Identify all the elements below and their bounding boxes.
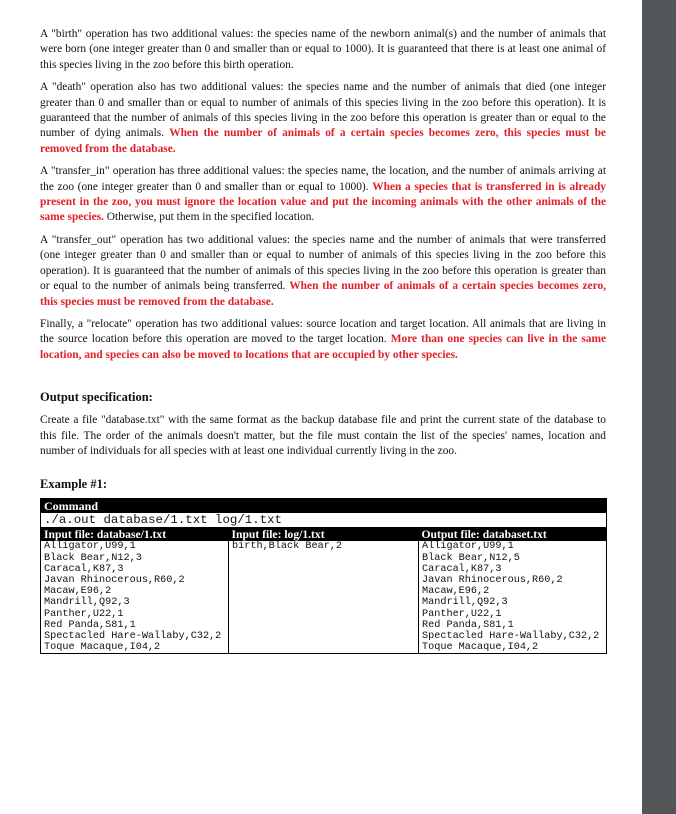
output-db-content: [419, 541, 607, 654]
output-section: [40, 390, 606, 459]
list-item: Mandrill,Q92,3: [422, 597, 508, 609]
list-item: Alligator,U99,1: [422, 541, 514, 553]
death-paragraph: A "death" operation also has two additional values: the species name and the number of animals that died (one integer greater than 0 and smaller than or equal to number of animals of this species living in the zoo before this operation). It is guaranteed that the number of animals of this species living in the zoo before this operation is greater than or equal to the number of dying animals. When the number of animals of a certain species becomes zero, this species must be removed from the database.: [40, 81, 606, 155]
output-db-header: Output file: databaset.txt: [419, 528, 607, 542]
command-header: Command: [41, 499, 607, 514]
example-section: [40, 477, 606, 654]
command-line: ./a.out database/1.txt log/1.txt: [41, 513, 607, 528]
relocate-paragraph: Finally, a "relocate" operation has two additional values: source location and target location. All animals that are living in the source location before this operation are moved to the target location. More than one species can live in the same location, and species can also be moved to locations that are occupied by other species.: [40, 317, 607, 361]
output-heading: Output specification:: [40, 390, 153, 405]
example-table: [40, 498, 607, 654]
list-item: Caracal,K87,3: [422, 563, 502, 575]
birth-paragraph: A "birth" operation has two additional values: the species name of the newborn animal(s) and the number of animals that were born (one integer greater than 0 and smaller than or equal to 1000). It is guaranteed that there is at least one animal of this species living in the zoo before this birth operation.: [40, 28, 606, 71]
transfer-out-paragraph: A "transfer_out" operation has two additional values: the species name and the number of animals that were transferred (one integer greater than 0 and smaller than or equal to number of animals of this species living in the zoo before this operation). It is guaranteed that the number of animals of this species living in the zoo before this operation is greater than or equal to the number of animals being transferred. When the number of animals of a certain species becomes zero, this species must be removed from the database.: [40, 233, 606, 308]
death-highlight: When the number of animals of a certain species becomes zero, this species must be removed from the database.: [40, 127, 606, 155]
example-heading: Example #1:: [40, 477, 108, 492]
transfer-in-paragraph: A "transfer_in" operation has three additional values: the species name, the location, and the number of animals arriving at the zoo (one integer greater than 0 and smaller than or equal to 1000). When a species that is transferred in is already present in the zoo, you must ignore the location value and put the incoming animals with the other animals of the same species. Otherwise, put them in the specified location.: [40, 165, 606, 224]
list-item: Mandrill,Q92,3: [44, 597, 130, 609]
list-item: birth,Black Bear,2: [232, 541, 343, 553]
relocate-highlight: More than one species can live in the same location, and species can also be moved to locations that are occupied by other species.: [40, 333, 607, 361]
input-db-content: [41, 541, 229, 654]
list-item: Macaw,E96,2: [44, 586, 112, 598]
list-item: Macaw,E96,2: [422, 586, 490, 598]
page-content: [40, 27, 606, 654]
list-item: Javan Rhinocerous,R60,2: [422, 574, 563, 586]
input-db-header: Input file: database/1.txt: [41, 528, 229, 542]
input-log-content: [229, 541, 419, 654]
list-item: Panther,U22,1: [44, 608, 124, 620]
list-item: Toque Macaque,I04,2: [44, 642, 161, 654]
list-item: Black Bear,N12,3: [44, 552, 142, 564]
list-item: Javan Rhinocerous,R60,2: [44, 574, 185, 586]
input-log-header: Input file: log/1.txt: [229, 528, 419, 542]
output-paragraph: Create a file "database.txt" with the same format as the backup database file and print the current state of the database to this file. The order of the animals doesn't matter, but the file must contain the list of the species' names, location and number of individuals for all species with at least one individual currently living in the zoo.: [40, 414, 606, 457]
list-item: Panther,U22,1: [422, 608, 502, 620]
list-item: Red Panda,S81,1: [422, 619, 514, 631]
list-item: Alligator,U99,1: [44, 541, 136, 553]
list-item: Black Bear,N12,5: [422, 552, 520, 564]
transfer-out-highlight: When the number of animals of a certain species becomes zero, this species must be removed from the database.: [40, 280, 606, 308]
list-item: Caracal,K87,3: [44, 563, 124, 575]
list-item: Toque Macaque,I04,2: [422, 642, 539, 654]
viewer-scroll-track[interactable]: [642, 0, 676, 814]
list-item: Spectacled Hare-Wallaby,C32,2: [422, 630, 600, 642]
list-item: Spectacled Hare-Wallaby,C32,2: [44, 630, 222, 642]
list-item: Red Panda,S81,1: [44, 619, 136, 631]
transfer-in-highlight: When a species that is transferred in is already present in the zoo, you must ignore the location value and put the incoming animals with the other animals of the same species.: [40, 180, 606, 224]
